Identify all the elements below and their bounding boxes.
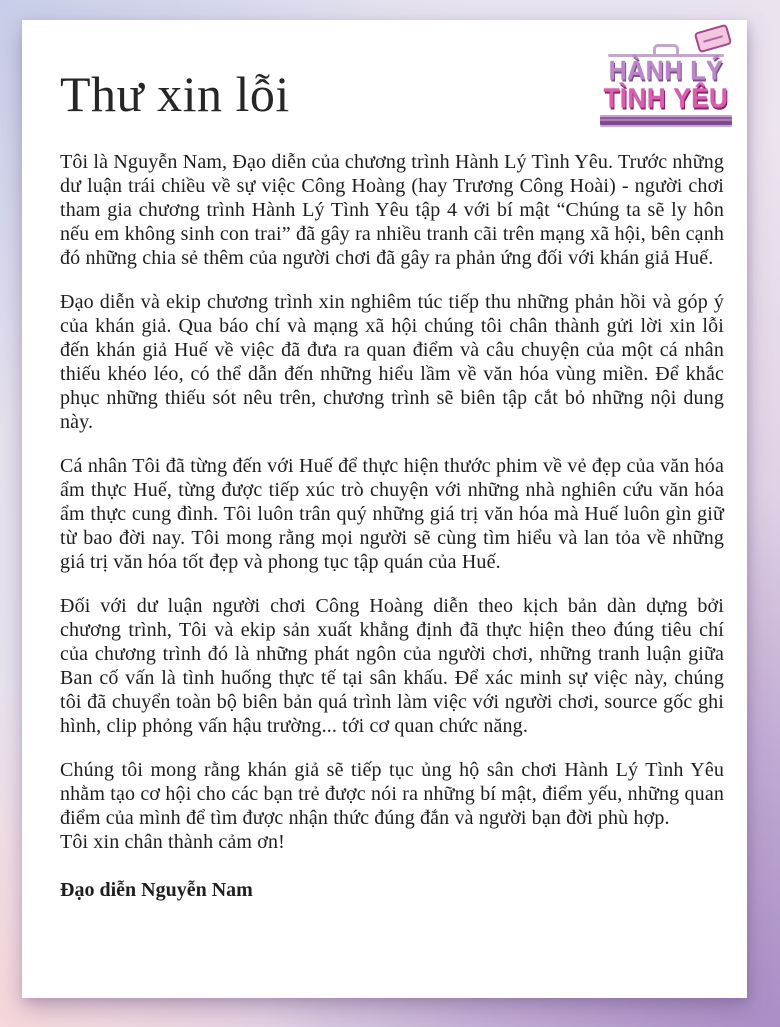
letter-closing: Tôi xin chân thành cảm ơn! [60, 831, 285, 853]
letter-paragraph-5: Chúng tôi mong rằng khán giả sẽ tiếp tục ủng hộ sân chơi Hành Lý Tình Yêu nhằm tạo cơ hội cho các bạn trẻ được nói ra những bí mật, điểm yếu, những quan điểm của mình để tìm được nhận thức đúng đắn và người bạn đời phù hợp. [60, 759, 724, 829]
logo-text-hanh-ly: HÀNH LÝ [608, 55, 724, 87]
suitcase-handle-grip [653, 44, 679, 55]
logo-text-tinh-yeu: TÌNH YÊU [603, 81, 729, 115]
letter-paragraph-2: Đạo diễn và ekip chương trình xin nghiêm túc tiếp thu những phản hồi và góp ý của khán giả. Qua báo chí và mạng xã hội chúng tôi chân thành gửi lời xin lỗi đến khán giả Huế về việc đã đưa ra quan điểm và câu chuyện của một cá nhân thiếu khéo léo, có thể dẫn đến những hiểu lầm về văn hóa vùng miền. Để khắc phục những thiếu sót nêu trên, chương trình sẽ biên tập cắt bỏ những nội dung này. [60, 291, 724, 433]
letter-paragraph-1: Tôi là Nguyễn Nam, Đạo diễn của chương trình Hành Lý Tình Yêu. Trước những dư luận trái chiều về sự việc Công Hoàng (hay Trương Công Hoài) - người chơi tham gia chương trình Hành Lý Tình Yêu tập 4 với bí mật “Chúng ta sẽ ly hôn nếu em không sinh con trai” đã gây ra nhiều tranh cãi trên mạng xã hội, bên cạnh đó những chia sẻ thêm của người chơi đã gây ra phản ứng đối với khán giả Huế. [60, 151, 724, 269]
letter-title: Thư xin lỗi [60, 66, 290, 122]
logo-underline-bar [600, 115, 732, 125]
letter-paragraph-3: Cá nhân Tôi đã từng đến với Huế để thực hiện thước phim về vẻ đẹp của văn hóa ẩm thực Huế, từng được tiếp xúc trò chuyện với những nhà nghiên cứu văn hóa ẩm thực cung đình. Tôi luôn trân quý những giá trị văn hóa mà Huế luôn gìn giữ từ bao đời nay. Tôi mong rằng mọi người sẽ cùng tìm hiểu và lan tỏa về những giá trị văn hóa tốt đẹp và phong tục tập quán của Huế. [60, 455, 724, 573]
show-logo [598, 42, 734, 125]
letter-body [60, 150, 724, 902]
letter-card [22, 20, 747, 998]
letter-signature: Đạo diễn Nguyễn Nam [60, 879, 253, 901]
letter-paragraph-4: Đối với dư luận người chơi Công Hoàng diễn theo kịch bản dàn dựng bởi chương trình, Tôi và ekip sản xuất khẳng định đã thực hiện theo đúng tiêu chí của chương trình đó là những phát ngôn của người chơi, những tranh luận giữa Ban cố vấn là tình huống thực tế tại sân khấu. Để xác minh sự việc này, chúng tôi đã chuyển toàn bộ biên bản quá trình làm việc với người chơi, source gốc ghi hình, clip phỏng vấn hậu trường... tới cơ quan chức năng. [60, 595, 724, 737]
suitcase-handle-icon [608, 42, 724, 57]
luggage-tag-icon [694, 24, 732, 54]
luggage-tag-detail [703, 35, 723, 42]
